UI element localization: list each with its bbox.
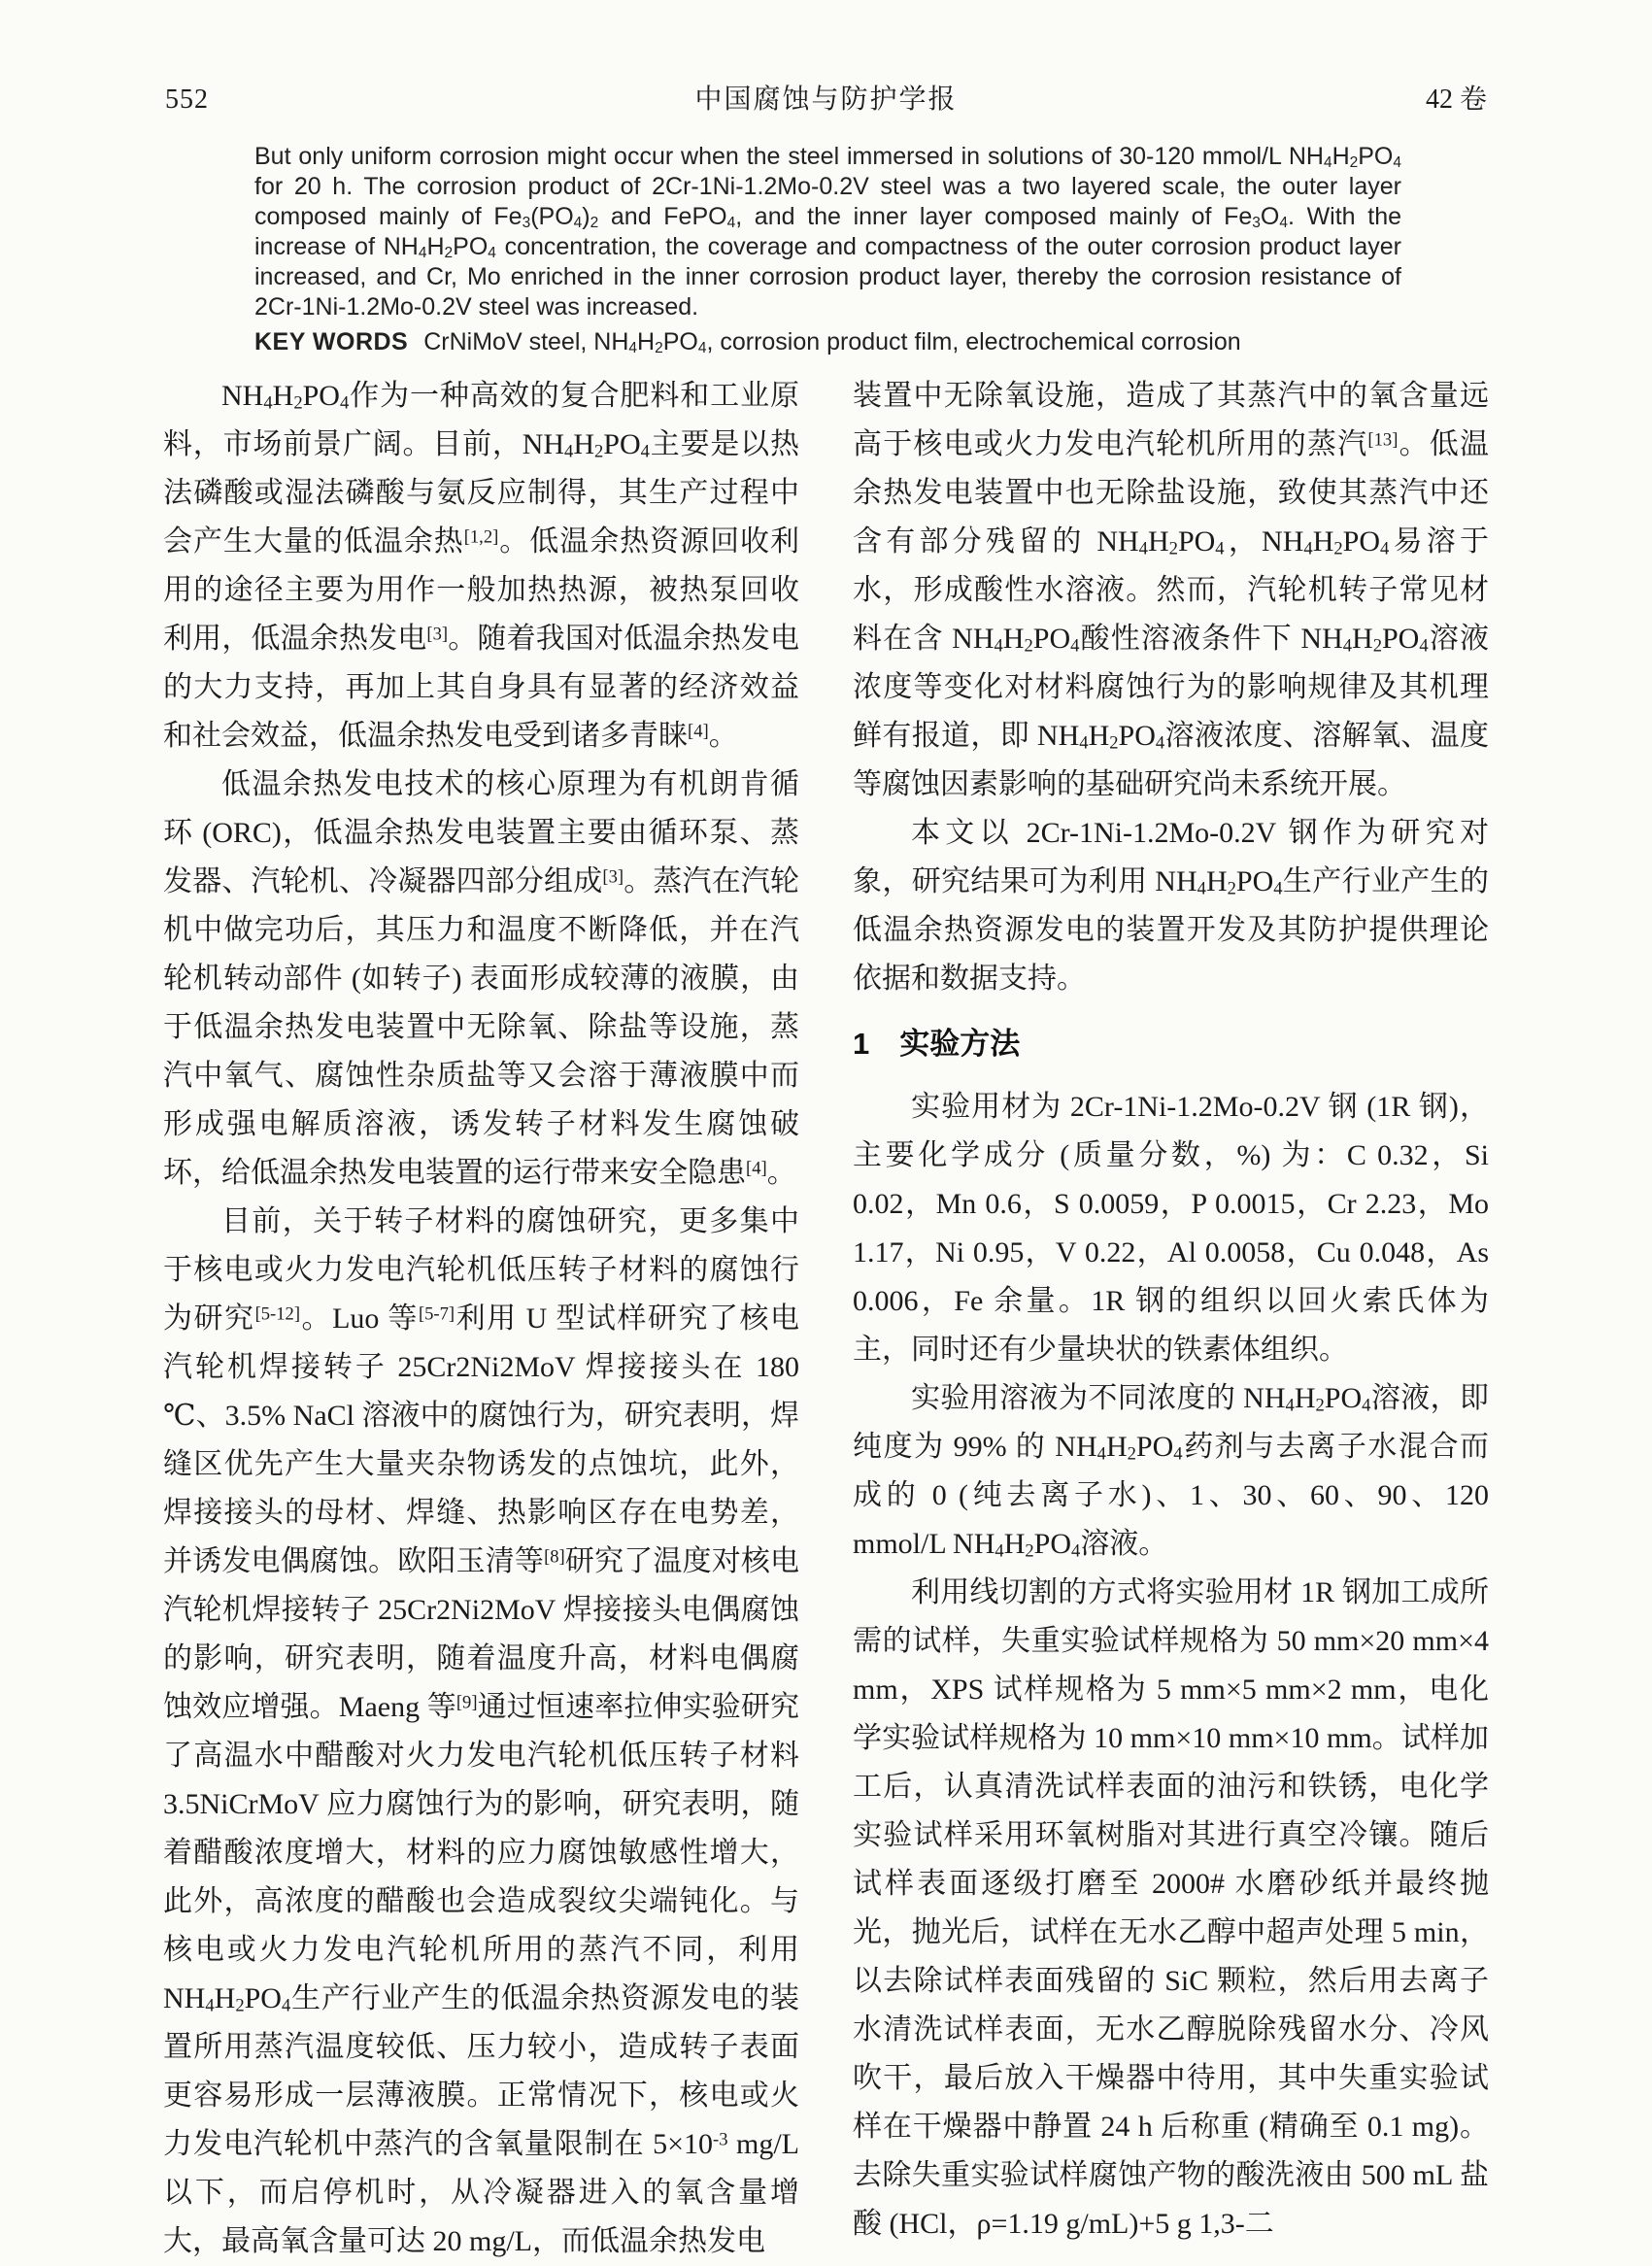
body-paragraph: 实验用材为 2Cr-1Ni-1.2Mo-0.2V 钢 (1R 钢)，主要化学成分 (质量分数，%) 为：C 0.32，Si 0.02，Mn 0.6，S 0.0059，P 0.0015，Cr 2.23，Mo 1.17，Ni 0.95，V 0.22，Al 0.0058，Cu 0.048，As 0.006，Fe 余量。1R 钢的组织以回火索氏体为主，同时还有少量块状的铁素体组织。: [853, 1091, 1489, 1366]
keywords-line: [254, 325, 1401, 358]
journal-title: 中国腐蚀与防护学报: [694, 85, 958, 115]
keywords-label: KEY WORDS: [254, 328, 409, 355]
body-paragraph: $NH_4H_2PO_4$作为一种高效的复合肥料和工业原料，市场前景广阔。目前，$NH_4H_2PO_4$主要是以热法磷酸或湿法磷酸与氨反应制得，其生产过程中会产生大量的低温余热[1,2]。低温余热资源回收利用的途径主要为用作一般加热热源，被热泵回收利用，低温余热发电[3]。随着我国对低温余热发电的大力支持，再加上其自身具有显著的经济效益和社会效益，低温余热发电受到诸多青睐[4]。: [163, 380, 800, 752]
body-paragraph: 低温余热发电技术的核心原理为有机朗肯循环 (ORC)，低温余热发电装置主要由循环泵、蒸发器、汽轮机、冷凝器四部分组成[3]。蒸汽在汽轮机中做完功后，其压力和温度不断降低，并在汽轮机转动部件 (如转子) 表面形成较薄的液膜，由于低温余热发电装置中无除氧、除盐等设施，蒸汽中氧气、腐蚀性杂质盐等又会溶于薄液膜中而形成强电解质溶液，诱发转子材料发生腐蚀破坏，给低温余热发电装置的运行带来安全隐患[4]。: [163, 768, 800, 1189]
body-paragraph: 利用线切割的方式将实验用材 1R 钢加工成所需的试样，失重实验试样规格为 50 mm×20 mm×4 mm，XPS 试样规格为 5 mm×5 mm×2 mm，电化学实验试样规格为 10 mm×10 mm×10 mm。试样加工后，认真清洗试样表面的油污和铁锈，电化学实验试样采用环氧树脂对其进行真空冷镶。随后试样表面逐级打磨至 2000# 水磨砂纸并最终抛光，抛光后，试样在无水乙醇中超声处理 5 min，以去除试样表面残留的 SiC 颗粒，然后用去离子水清洗试样表面，无水乙醇脱除残留水分、冷风吹干，最后放入干燥器中待用，其中失重实验试样在干燥器中静置 24 h 后称重 (精确至 0.1 mg)。去除失重实验试样腐蚀产物的酸洗液由 500 mL 盐酸 (HCl，ρ=1.19 g/mL)+5 g 1,3-二: [853, 1576, 1489, 2240]
volume-label: 42 卷: [1425, 85, 1487, 115]
keywords-text: CrNiMoV steel, $NH_4H_2PO_4$, corrosion product film, electrochemical corrosion: [423, 328, 1241, 356]
body-paragraph: 目前，关于转子材料的腐蚀研究，更多集中于核电或火力发电汽轮机低压转子材料的腐蚀行为研究[5-12]。Luo 等[5-7]利用 U 型试样研究了核电汽轮机焊接转子 25Cr2Ni2MoV 焊接接头在 180 ℃、3.5% NaCl 溶液中的腐蚀行为，研究表明，焊缝区优先产生大量夹杂物诱发的点蚀坑，此外，焊接接头的母材、焊缝、热影响区存在电势差，并诱发电偶腐蚀。欧阳玉清等[8]研究了温度对核电汽轮机焊接转子 25Cr2Ni2MoV 焊接接头电偶腐蚀的影响，研究表明，随着温度升高，材料电偶腐蚀效应增强。Maeng 等[9]通过恒速率拉伸实验研究了高温水中醋酸对火力发电汽轮机低压转子材料 3.5NiCrMoV 应力腐蚀行为的影响，研究表明，随着醋酸浓度增大，材料的应力腐蚀敏感性增大，此外，高浓度的醋酸也会造成裂纹尖端钝化。与核电或火力发电汽轮机所用的蒸汽不同，利用 $NH_4H_2PO_4$生产行业产生的低温余热资源发电的装置所用蒸汽温度较低、压力较小，造成转子表面更容易形成一层薄液膜。正常情况下，核电或火力发电汽轮机中蒸汽的含氧量限制在 $5\times 10^{-3}$ mg/L 以下，而启停机时，从冷凝器进入的氧含量增大，最高氧含量可达 20 mg/L，而低温余热发电: [163, 1205, 800, 2257]
page-number: 552: [165, 85, 209, 115]
abstract-section: [254, 142, 1401, 358]
section-heading: 1 实验方法: [853, 1027, 1021, 1061]
body-paragraph: 实验用溶液为不同浓度的 $NH_4H_2PO_4$溶液，即纯度为 99% 的 $NH_4H_2PO_4$药剂与去离子水混合而成的 0 (纯去离子水)、1、30、60、90、120 mmol/L $NH_4H_2PO_4$溶液。: [853, 1382, 1490, 1562]
right-column: [853, 372, 1489, 2266]
body-paragraph: 本文以 2Cr-1Ni-1.2Mo-0.2V 钢作为研究对象，研究结果可为利用 $NH_4H_2PO_4$生产行业产生的低温余热资源发电的装置开发及其防护提供理论依据和数据支持。: [853, 817, 1489, 995]
abstract-text: But only uniform corrosion might occur when the steel immersed in solutions of 30-120 mmol/L $NH_4H_2PO_4$ for 20 h. The corrosion product of 2Cr-1Ni-1.2Mo-0.2V steel was a two layered scale, the outer layer composed mainly of $Fe_3(PO_4)_2$ and FePO$_4$, and the inner layer composed mainly of $Fe_3O_4$. With the increase of $NH_4H_2PO_4$ concentration, the coverage and compactness of the outer corrosion product layer increased, and Cr, Mo enriched in the inner corrosion product layer, thereby the corrosion resistance of 2Cr-1Ni-1.2Mo-0.2V steel was increased.: [254, 143, 1402, 321]
page-header: [163, 84, 1489, 117]
left-column: [163, 372, 799, 2266]
body-paragraph: 装置中无除氧设施，造成了其蒸汽中的氧含量远高于核电或火力发电汽轮机所用的蒸汽[13]。低温余热发电装置中也无除盐设施，致使其蒸汽中还含有部分残留的 $NH_4H_2PO_4$，$NH_4H_2PO_4$易溶于水，形成酸性水溶液。然而，汽轮机转子常见材料在含 $NH_4H_2PO_4$酸性溶液条件下 $NH_4H_2PO_4$溶液浓度等变化对材料腐蚀行为的影响规律及其机理鲜有报道，即 $NH_4H_2PO_4$溶液浓度、溶解氧、温度等腐蚀因素影响的基础研究尚未系统开展。: [853, 380, 1490, 800]
body-columns: [163, 372, 1489, 2266]
